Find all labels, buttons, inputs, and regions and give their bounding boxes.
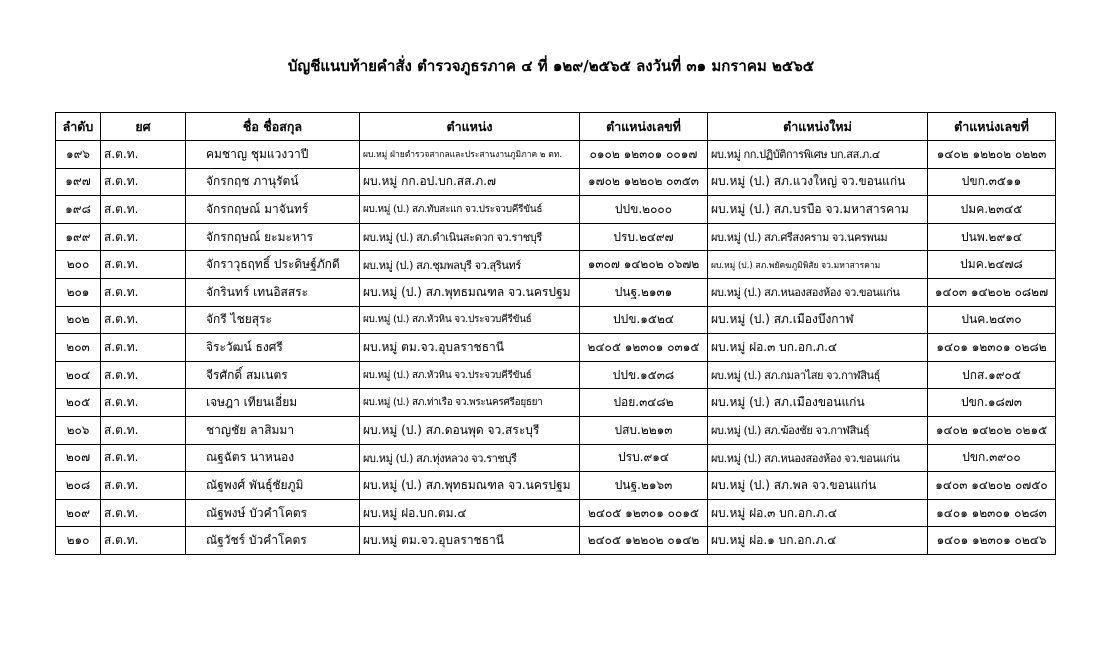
table-row — [56, 334, 1056, 362]
row-name: ชาญชัย ลาสิมมา — [186, 416, 360, 444]
row-new-position: ผบ.หมู่ (ป.) สภ.กมลาไสย จว.กาฬสินธุ์ — [708, 361, 928, 389]
table-row — [56, 306, 1056, 334]
row-seq: ๒๐๘ — [56, 472, 101, 500]
row-new-position: ผบ.หมู่ (ป.) สภ.เมืองขอนแก่น — [708, 389, 928, 417]
table-row — [56, 527, 1056, 555]
row-name: จักราวุธฤทธิ์ ประดิษฐ์ภักดี — [186, 251, 360, 279]
row-new-position: ผบ.หมู่ กก.ปฏิบัติการพิเศษ บก.สส.ภ.๔ — [708, 141, 928, 169]
row-new-position-number: ปมค.๒๔๗๘ — [928, 251, 1056, 279]
row-rank: ส.ต.ท. — [101, 278, 186, 306]
row-rank: ส.ต.ท. — [101, 472, 186, 500]
row-rank: ส.ต.ท. — [101, 334, 186, 362]
table-row — [56, 389, 1056, 417]
row-new-position-number: ๑๔๐๑ ๑๒๓๐๑ ๐๒๘๓ — [928, 499, 1056, 527]
row-new-position: ผบ.หมู่ (ป.) สภ.พยัคฆภูมิพิสัย จว.มหาสารคาม — [708, 251, 928, 279]
row-seq: ๒๐๙ — [56, 499, 101, 527]
row-seq: ๒๐๓ — [56, 334, 101, 362]
row-seq: ๒๐๗ — [56, 444, 101, 472]
header-new-position: ตำแหน่งใหม่ — [708, 113, 928, 141]
row-name: จีรศักดิ์ สมเนตร — [186, 361, 360, 389]
row-rank: ส.ต.ท. — [101, 141, 186, 169]
table-row — [56, 223, 1056, 251]
row-position-number: ปนฐ.๒๑๓๑ — [580, 278, 708, 306]
row-new-position-number: ปขก.๑๘๗๓ — [928, 389, 1056, 417]
row-name: เจษฎา เทียนเอี่ยม — [186, 389, 360, 417]
row-rank: ส.ต.ท. — [101, 389, 186, 417]
table-row — [56, 416, 1056, 444]
row-seq: ๒๐๐ — [56, 251, 101, 279]
row-new-position: ผบ.หมู่ (ป.) สภ.ศรีสงคราม จว.นครพนม — [708, 223, 928, 251]
row-position-number: ปปข.๑๕๒๔ — [580, 306, 708, 334]
row-name: จักรกฤช ภานุรัตน์ — [186, 168, 360, 196]
row-position: ผบ.หมู่ (ป.) สภ.พุทธมณฑล จว.นครปฐม — [360, 278, 580, 306]
row-position: ผบ.หมู่ ตม.จว.อุบลราชธานี — [360, 527, 580, 555]
row-seq: ๒๐๒ — [56, 306, 101, 334]
personnel-table — [55, 112, 1056, 555]
table-row — [56, 141, 1056, 169]
row-new-position-number: ปขก.๓๕๑๑ — [928, 168, 1056, 196]
row-position-number: ๒๔๐๕ ๑๒๒๐๒ ๐๑๔๒ — [580, 527, 708, 555]
row-rank: ส.ต.ท. — [101, 416, 186, 444]
row-seq: ๒๐๔ — [56, 361, 101, 389]
row-seq: ๑๙๗ — [56, 168, 101, 196]
row-name: ณฐฉัตร นาหนอง — [186, 444, 360, 472]
row-position-number: ปสบ.๒๒๑๓ — [580, 416, 708, 444]
row-position-number: ปปข.๑๕๓๘ — [580, 361, 708, 389]
row-rank: ส.ต.ท. — [101, 306, 186, 334]
row-new-position-number: ปกส.๑๙๐๕ — [928, 361, 1056, 389]
row-position: ผบ.หมู่ (ป.) สภ.ดำเนินสะดวก จว.ราชบุรี — [360, 223, 580, 251]
row-name: ณัฐพงศ์ พันธุ์ชัยภูมิ — [186, 472, 360, 500]
row-seq: ๒๐๖ — [56, 416, 101, 444]
row-new-position: ผบ.หมู่ (ป.) สภ.หนองสองห้อง จว.ขอนแก่น — [708, 278, 928, 306]
row-position-number: ปรบ.๙๑๔ — [580, 444, 708, 472]
row-position: ผบ.หมู่ ฝ่ายตำรวจสากลและประสานงานภูมิภาค ๒ ตท. — [360, 141, 580, 169]
table-header-row — [56, 113, 1056, 141]
row-position: ผบ.หมู่ (ป.) สภ.ชุมพลบุรี จว.สุรินทร์ — [360, 251, 580, 279]
row-rank: ส.ต.ท. — [101, 223, 186, 251]
row-new-position-number: ปนพ.๒๙๑๔ — [928, 223, 1056, 251]
row-position: ผบ.หมู่ กก.อป.บก.สส.ภ.๗ — [360, 168, 580, 196]
row-seq: ๒๐๑ — [56, 278, 101, 306]
row-seq: ๒๐๕ — [56, 389, 101, 417]
row-position-number: ๒๔๐๕ ๑๒๓๐๑ ๐๓๑๕ — [580, 334, 708, 362]
row-position: ผบ.หมู่ ฝอ.บก.ตม.๔ — [360, 499, 580, 527]
row-position: ผบ.หมู่ (ป.) สภ.พุทธมณฑล จว.นครปฐม — [360, 472, 580, 500]
row-name: ณัฐพงษ์ บัวคำโคตร — [186, 499, 360, 527]
row-new-position-number: ปมค.๒๓๔๕ — [928, 196, 1056, 224]
row-position-number: ๑๓๐๗ ๑๔๒๐๒ ๐๖๗๒ — [580, 251, 708, 279]
header-new-position-number: ตำแหน่งเลขที่ — [928, 113, 1056, 141]
row-position-number: ๑๗๐๒ ๑๒๒๐๒ ๐๓๕๓ — [580, 168, 708, 196]
row-position-number: ปอย.๓๔๘๒ — [580, 389, 708, 417]
header-position: ตำแหน่ง — [360, 113, 580, 141]
row-name: จักรินทร์ เทนอิสสระ — [186, 278, 360, 306]
row-rank: ส.ต.ท. — [101, 444, 186, 472]
row-new-position-number: ๑๔๐๑ ๑๒๓๐๑ ๐๒๔๖ — [928, 527, 1056, 555]
row-new-position-number: ปนค.๒๔๓๐ — [928, 306, 1056, 334]
row-position-number: ๐๑๐๒ ๑๒๓๐๑ ๐๐๑๗ — [580, 141, 708, 169]
row-new-position: ผบ.หมู่ ฝอ.๑ บก.อก.ภ.๔ — [708, 527, 928, 555]
row-new-position-number: ปขก.๓๙๐๐ — [928, 444, 1056, 472]
header-rank: ยศ — [101, 113, 186, 141]
row-new-position: ผบ.หมู่ ฝอ.๓ บก.อก.ภ.๔ — [708, 499, 928, 527]
row-name: จักรกฤษณ์ มาจันทร์ — [186, 196, 360, 224]
table-row — [56, 499, 1056, 527]
row-new-position: ผบ.หมู่ ฝอ.๓ บก.อก.ภ.๔ — [708, 334, 928, 362]
table-row — [56, 168, 1056, 196]
row-position-number: ปรบ.๒๔๙๗ — [580, 223, 708, 251]
row-position: ผบ.หมู่ (ป.) สภ.หัวหิน จว.ประจวบคีรีขันธ์ — [360, 306, 580, 334]
row-seq: ๒๑๐ — [56, 527, 101, 555]
row-seq: ๑๙๙ — [56, 223, 101, 251]
row-position-number: ปปข.๒๐๐๐ — [580, 196, 708, 224]
row-name: ณัฐวัชร์ บัวคำโคตร — [186, 527, 360, 555]
row-rank: ส.ต.ท. — [101, 499, 186, 527]
row-name: จักรกฤษณ์ ยะมะหาร — [186, 223, 360, 251]
table-row — [56, 444, 1056, 472]
row-new-position: ผบ.หมู่ (ป.) สภ.ฆ้องชัย จว.กาฬสินธุ์ — [708, 416, 928, 444]
row-position: ผบ.หมู่ (ป.) สภ.ดอนพุด จว.สระบุรี — [360, 416, 580, 444]
table-row — [56, 196, 1056, 224]
row-new-position: ผบ.หมู่ (ป.) สภ.บรบือ จว.มหาสารคาม — [708, 196, 928, 224]
row-name: จักรี ไชยสุระ — [186, 306, 360, 334]
table-row — [56, 472, 1056, 500]
row-position: ผบ.หมู่ (ป.) สภ.ทุ่งหลวง จว.ราชบุรี — [360, 444, 580, 472]
table-row — [56, 361, 1056, 389]
row-position-number: ๒๔๐๕ ๑๒๓๐๑ ๐๐๑๕ — [580, 499, 708, 527]
table-row — [56, 251, 1056, 279]
row-new-position-number: ๑๔๐๒ ๑๒๒๐๒ ๐๒๒๓ — [928, 141, 1056, 169]
row-seq: ๑๙๖ — [56, 141, 101, 169]
document-title: บัญชีแนบท้ายคำสั่ง ตำรวจภูธรภาค ๔ ที่ ๑๒๙/๒๕๖๕ ลงวันที่ ๓๑ มกราคม ๒๕๖๕ — [287, 57, 815, 75]
row-position: ผบ.หมู่ (ป.) สภ.ทับสะแก จว.ประจวบคีรีขันธ์ — [360, 196, 580, 224]
row-position: ผบ.หมู่ (ป.) สภ.หัวหิน จว.ประจวบคีรีขันธ์ — [360, 361, 580, 389]
row-new-position: ผบ.หมู่ (ป.) สภ.หนองสองห้อง จว.ขอนแก่น — [708, 444, 928, 472]
row-new-position: ผบ.หมู่ (ป.) สภ.พล จว.ขอนแก่น — [708, 472, 928, 500]
row-new-position: ผบ.หมู่ (ป.) สภ.แวงใหญ่ จว.ขอนแก่น — [708, 168, 928, 196]
row-rank: ส.ต.ท. — [101, 527, 186, 555]
row-seq: ๑๙๘ — [56, 196, 101, 224]
row-new-position-number: ๑๔๐๒ ๑๔๒๐๒ ๐๒๑๕ — [928, 416, 1056, 444]
header-position-number: ตำแหน่งเลขที่ — [580, 113, 708, 141]
row-position-number: ปนฐ.๒๑๖๓ — [580, 472, 708, 500]
row-new-position-number: ๑๔๐๓ ๑๔๒๐๒ ๐๘๒๗ — [928, 278, 1056, 306]
row-name: คมชาญ ชุมแวงวาปี — [186, 141, 360, 169]
row-rank: ส.ต.ท. — [101, 168, 186, 196]
row-new-position-number: ๑๔๐๑ ๑๒๓๐๑ ๐๒๘๒ — [928, 334, 1056, 362]
row-new-position: ผบ.หมู่ (ป.) สภ.เมืองบึงกาฬ — [708, 306, 928, 334]
row-position: ผบ.หมู่ ตม.จว.อุบลราชธานี — [360, 334, 580, 362]
row-rank: ส.ต.ท. — [101, 196, 186, 224]
row-new-position-number: ๑๔๐๓ ๑๔๒๐๒ ๐๗๕๐ — [928, 472, 1056, 500]
row-rank: ส.ต.ท. — [101, 251, 186, 279]
header-name: ชื่อ ชื่อสกุล — [186, 113, 360, 141]
header-seq: ลำดับ — [56, 113, 101, 141]
row-name: จิระวัฒน์ ธงศรี — [186, 334, 360, 362]
row-rank: ส.ต.ท. — [101, 361, 186, 389]
table-row — [56, 278, 1056, 306]
row-position: ผบ.หมู่ (ป.) สภ.ท่าเรือ จว.พระนครศรีอยุธยา — [360, 389, 580, 417]
